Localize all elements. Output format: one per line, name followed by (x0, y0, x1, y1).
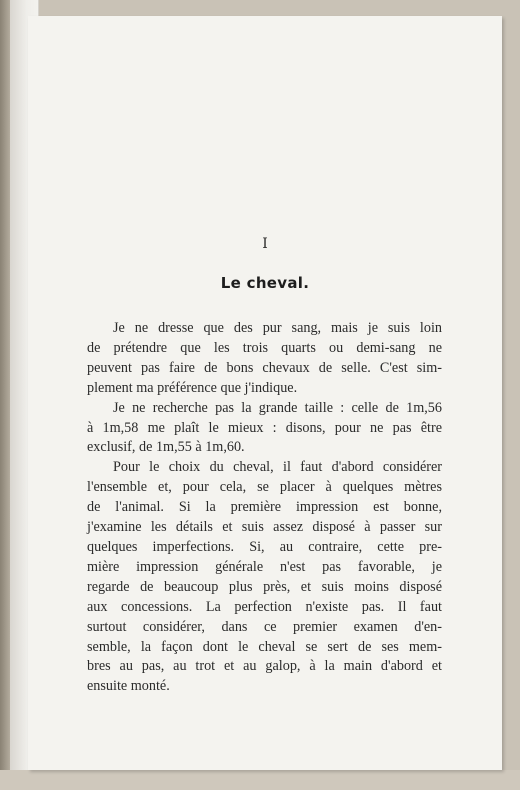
text-line: peuvent pas faire de bons chevaux de selle. C'est sim- (87, 359, 442, 376)
text-line: j'examine les détails et suis assez disposé à passer sur (87, 519, 442, 536)
text-line: aux concessions. La perfection n'existe pas. Il faut (87, 598, 442, 615)
text-line: de prétendre que les trois quarts ou demi-sang ne (87, 339, 442, 356)
text-line: ensuite monté. (87, 678, 170, 695)
book-bottom-edge (0, 770, 520, 790)
text-line: Je ne recherche pas la grande taille : celle de 1m,56 (113, 399, 442, 416)
text-line: exclusif, de 1m,55 à 1m,60. (87, 439, 245, 456)
body-text (87, 319, 442, 697)
text-line: à 1m,58 me plaît le mieux : disons, pour ne pas être (87, 419, 442, 436)
text-line: mière impression générale n'est pas favorable, je (87, 558, 442, 575)
text-line: de l'animal. Si la première impression est bonne, (87, 499, 442, 516)
text-line: surtout considérer, dans ce premier examen d'en- (87, 618, 442, 635)
text-line: quelques imperfections. Si, au contraire, cette pre- (87, 538, 442, 555)
chapter-title: Le cheval. (220, 274, 310, 292)
text-line: Pour le choix du cheval, il faut d'abord considérer (113, 459, 442, 476)
chapter-number: I (262, 236, 268, 252)
text-line: bres au pas, au trot et au galop, à la main d'abord et (87, 658, 442, 675)
text-line: l'ensemble et, pour cela, se placer à quelques mètres (87, 479, 442, 496)
text-line: plement ma préférence que j'indique. (87, 379, 298, 396)
book-page (28, 16, 502, 770)
text-line: regarde de beaucoup plus près, et suis moins disposé (87, 578, 442, 595)
text-line: Je ne dresse que des pur sang, mais je suis loin (113, 320, 442, 336)
text-line: semble, la façon dont le cheval se sert de ses mem- (87, 638, 442, 655)
